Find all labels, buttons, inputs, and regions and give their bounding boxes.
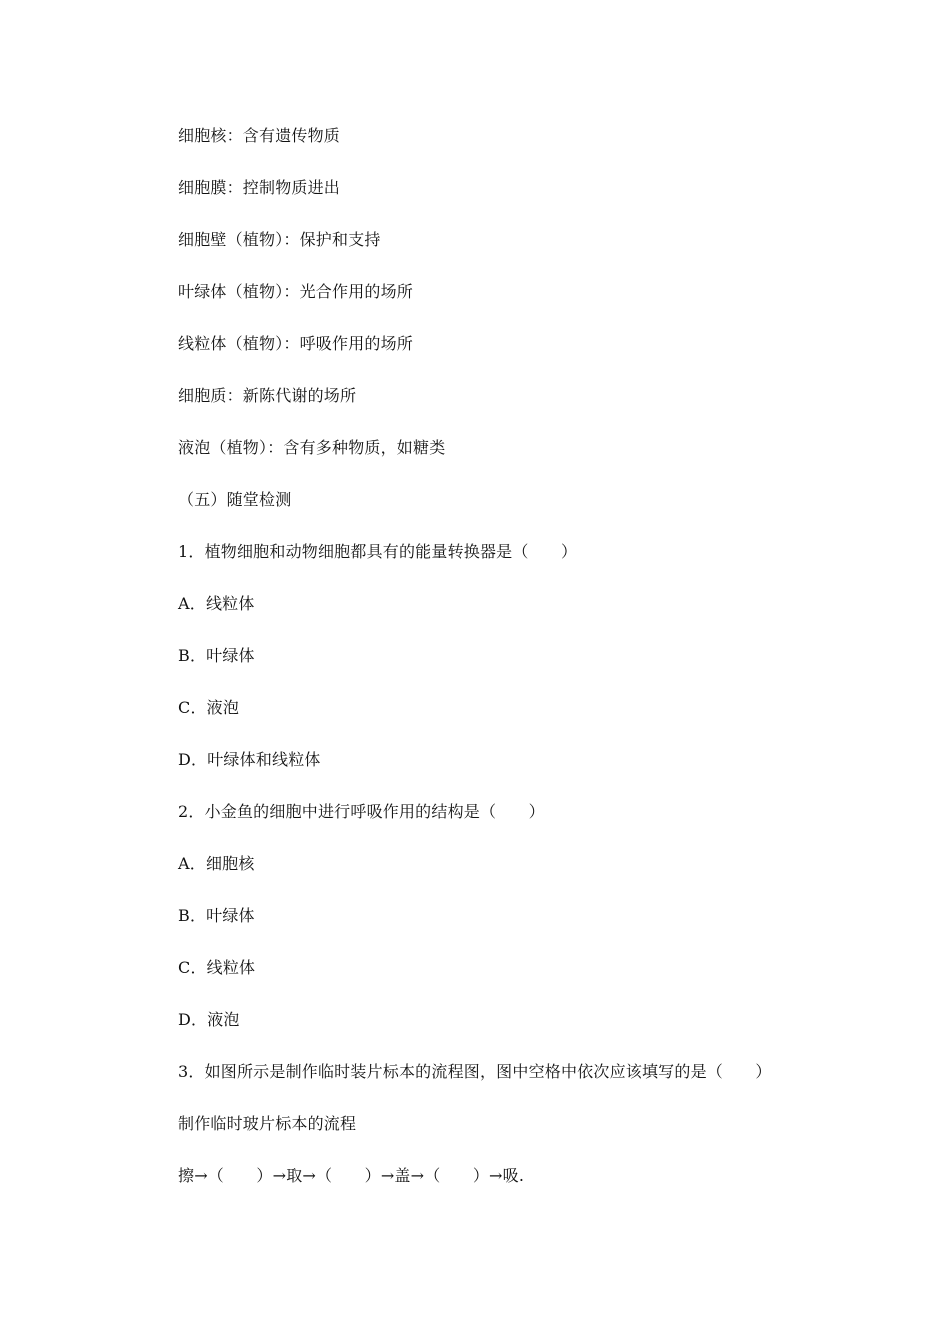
question-2-option-b: B．叶绿体	[178, 906, 255, 925]
section-heading: （五）随堂检测	[178, 490, 292, 509]
question-2-option-d: D．液泡	[178, 1010, 240, 1029]
text-line-vacuole: 液泡（植物）：含有多种物质，如糖类	[178, 438, 446, 457]
question-1-option-d: D．叶绿体和线粒体	[178, 750, 321, 769]
text-line-chloroplast: 叶绿体（植物）：光合作用的场所	[178, 282, 414, 301]
text-line-membrane: 细胞膜：控制物质进出	[178, 178, 341, 197]
question-2-option-c: C．线粒体	[178, 958, 256, 977]
question-1: 1．植物细胞和动物细胞都具有的能量转换器是（ ）	[178, 542, 578, 561]
process-flow: 擦→（ ）→取→（ ）→盖→（ ）→吸.	[178, 1166, 525, 1185]
question-1-option-a: A．线粒体	[178, 594, 255, 613]
question-2-option-a: A．细胞核	[178, 854, 255, 873]
question-1-option-b: B．叶绿体	[178, 646, 255, 665]
question-2: 2．小金鱼的细胞中进行呼吸作用的结构是（ ）	[178, 802, 545, 821]
text-line-mitochondria: 线粒体（植物）：呼吸作用的场所	[178, 334, 414, 353]
process-title: 制作临时玻片标本的流程	[178, 1114, 357, 1133]
question-1-option-c: C．液泡	[178, 698, 240, 717]
text-line-cell-wall: 细胞壁（植物）：保护和支持	[178, 230, 381, 249]
question-3: 3．如图所示是制作临时装片标本的流程图，图中空格中依次应该填写的是（ ）	[178, 1062, 772, 1081]
text-line-cytoplasm: 细胞质：新陈代谢的场所	[178, 386, 357, 405]
text-line-nucleus: 细胞核：含有遗传物质	[178, 126, 341, 145]
